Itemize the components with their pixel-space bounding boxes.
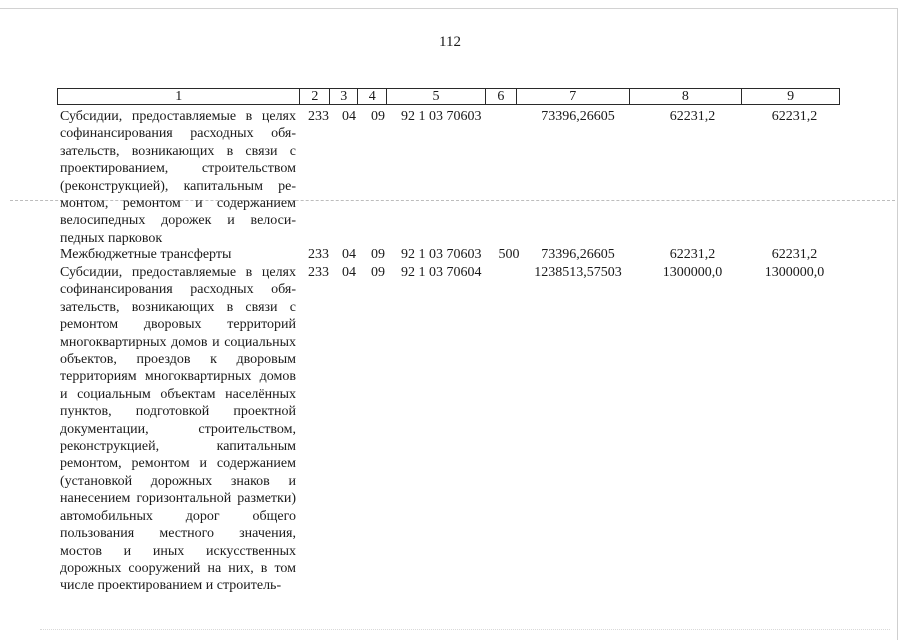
row-1-col-9: 62231,2 (771, 109, 818, 124)
table-header-row (57, 88, 840, 105)
row-1-col-5: 92 1 03 70603 (401, 109, 482, 124)
row-3-col-4: 09 (371, 265, 385, 280)
header-col-6: 6 (486, 89, 517, 104)
row-3-col-8: 1300000,0 (662, 265, 723, 280)
row-2-col-6: 500 (498, 247, 520, 262)
header-col-1: 1 (58, 89, 300, 104)
row-1-col-7: 73396,26605 (541, 109, 615, 124)
row-1-col-8: 62231,2 (669, 109, 716, 124)
scan-artifact-bottom (40, 629, 890, 630)
row-3-col-7: 1238513,57503 (534, 265, 622, 280)
row-1-col-2: 233 (308, 109, 329, 124)
row-3-col-3: 04 (342, 265, 356, 280)
row-1-col-4: 09 (371, 109, 385, 124)
row-2-col-5: 92 1 03 70603 (401, 247, 482, 262)
row-3-col-5: 92 1 03 70604 (401, 265, 482, 280)
header-col-4: 4 (358, 89, 387, 104)
header-col-8: 8 (630, 89, 743, 104)
row-2-col-4: 09 (371, 247, 385, 262)
header-col-3: 3 (330, 89, 358, 104)
row-2-col-2: 233 (308, 247, 329, 262)
row-2-col-9: 62231,2 (771, 247, 818, 262)
header-col-5: 5 (387, 89, 486, 104)
row-3-col-9: 1300000,0 (764, 265, 825, 280)
row-2-col-3: 04 (342, 247, 356, 262)
row-1-description: Субсидии, предоставляемые в целях софинансирования расходных обязательств, возникающих в связи с проектированием, строительством (реконструкцией), капитальным ремонтом, ремонтом и содержанием велосипедных дорожек и велосипедных парковок (60, 109, 296, 246)
header-col-7: 7 (517, 89, 630, 104)
row-1-col-3: 04 (342, 109, 356, 124)
row-2-col-8: 62231,2 (669, 247, 716, 262)
page-edge-right (897, 8, 898, 640)
row-2-col-7: 73396,26605 (541, 247, 615, 262)
header-col-2: 2 (300, 89, 330, 104)
page-number: 112 (439, 34, 461, 50)
row-3-description: Субсидии, предоставляемые в целях софинансирования расходных обязательств, возникающих в связи с ремонтом дворовых территорий многоквартирных домов и социальных объектов, проездов к дворовым территориям многоквартирных домов и социальным объектам населённых пунктов, подготовкой проектной документации, строительством, реконструкцией, капитальным ремонтом, ремонтом и содержанием (установкой дорожных знаков и нанесением горизонтальной разметки) автомобильных дорог общего пользования местного значения, мостов и иных искусственных дорожных сооружений на них, в том числе проектированием и строитель- (60, 265, 296, 594)
page-edge-top (0, 8, 897, 9)
header-col-9: 9 (787, 89, 795, 104)
row-3-col-2: 233 (308, 265, 329, 280)
row-2-description: Межбюджетные трансферты (60, 247, 232, 262)
